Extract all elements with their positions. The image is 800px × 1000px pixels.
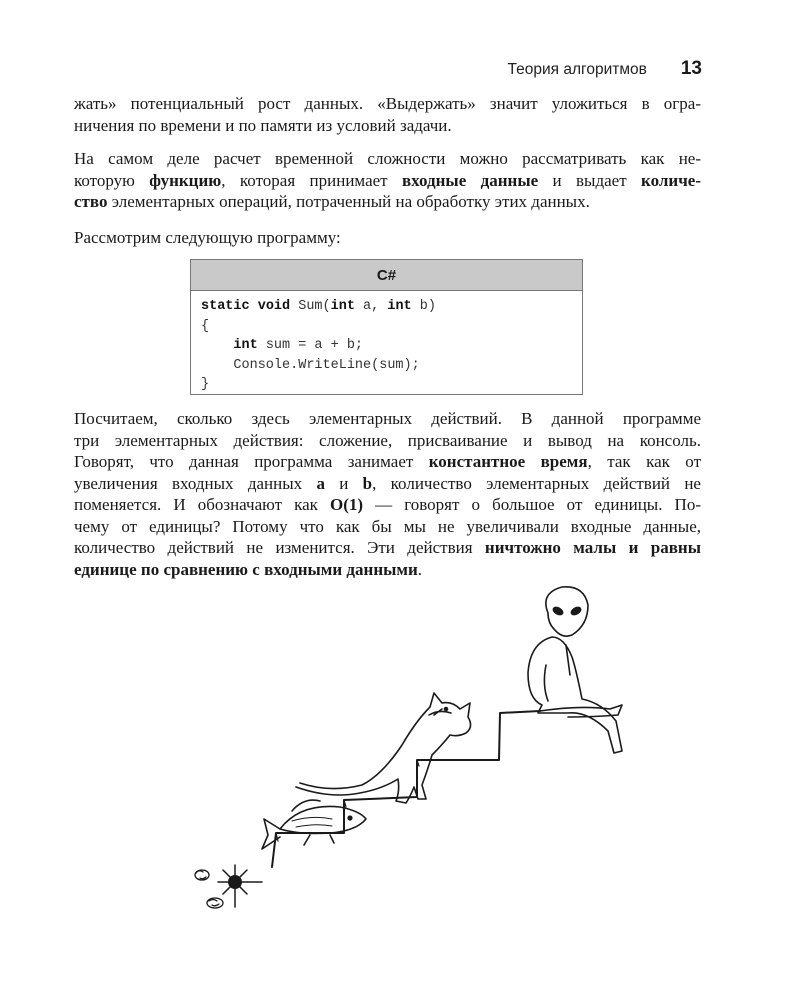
code-token: a, [354,299,388,314]
code-keyword: static [201,299,250,314]
code-body [191,291,582,395]
text-line [74,494,701,516]
bold-term: ничтожно малы и равны [484,538,701,557]
text-line: На самом деле расчет временной сложности можно рассматривать как не- [74,149,701,168]
code-keyword: int [330,299,355,314]
cat-icon [296,693,471,803]
text-run: и [324,473,363,493]
text-line [74,559,701,581]
bold-term: константное время [428,452,588,471]
bold-term: функцию [149,170,222,190]
text-run: элементарных операций, потраченный на обработку этих данных. [107,192,590,211]
bold-term: b [362,473,373,493]
text-run: Говорят, что данная программа занимает [74,452,429,471]
alien-icon [528,587,622,753]
starburst-icon [218,865,262,907]
code-keyword: void [257,299,291,314]
fish-icon [262,800,366,849]
paragraph-2 [74,148,701,213]
text-run: , количество элементарных действий не [372,473,701,493]
text-run: поменяется. И обозначают как [74,495,331,514]
bold-term: количе- [641,170,702,190]
text-line: Посчитаем, сколько здесь элементарных действий. В данной программе [74,409,701,428]
text-line [74,451,701,473]
bold-term: ство [74,192,108,211]
code-language-label: C# [191,260,582,291]
code-token: sum = a + b; [257,338,364,353]
code-line: { [201,318,210,334]
text-run: количество действий не изменится. Эти действия [74,538,485,557]
code-token: b) [411,299,436,314]
paragraph-3 [74,227,701,249]
text-line [74,537,701,559]
text-line [74,170,701,192]
code-keyword: int [233,338,258,353]
bold-term: a [316,473,325,493]
text-line [74,191,701,213]
paragraph-4 [74,408,701,580]
text-run: , которая принимает [221,170,402,190]
text-line [74,473,701,495]
code-listing [190,259,583,395]
page-number: 13 [680,58,702,79]
text-run: — говорят о большое от единицы. По- [363,495,701,514]
code-line [201,297,572,317]
code-line: } [201,377,210,392]
bold-term: входные данные [401,170,539,190]
code-token: Console.WriteLine(sum); [233,357,420,373]
paragraph-1 [74,93,701,136]
microbe-icon [195,870,223,908]
bold-term: O(1) [330,495,364,514]
code-keyword: int [387,299,412,314]
text-line: чему от единицы? Потому что как бы мы не увеличивали входные данные, [74,516,701,536]
text-line: три элементарных действия: сложение, присваивание и вывод на консоль. [74,430,701,450]
text-run: которую [74,170,150,190]
code-line [201,356,572,376]
text-line: ничения по времени и по памяти из условий задачи. [74,115,452,135]
text-run: и выдает [538,170,642,190]
text-line: Рассмотрим следующую программу: [74,228,341,247]
staircase [272,711,540,867]
running-head [74,58,702,80]
code-token: Sum( [298,299,331,314]
code-line [201,336,572,356]
text-line: жать» потенциальный рост данных. «Выдержать» значит уложиться в огра- [74,94,701,113]
section-title: Теория алгоритмов [507,61,647,78]
text-run: увеличения входных данных [74,473,317,493]
text-run: , так как от [587,452,702,471]
bold-term: единице по сравнению с входными данными [74,559,418,579]
text-run: . [417,559,423,579]
evolution-staircase-illustration [180,585,640,925]
